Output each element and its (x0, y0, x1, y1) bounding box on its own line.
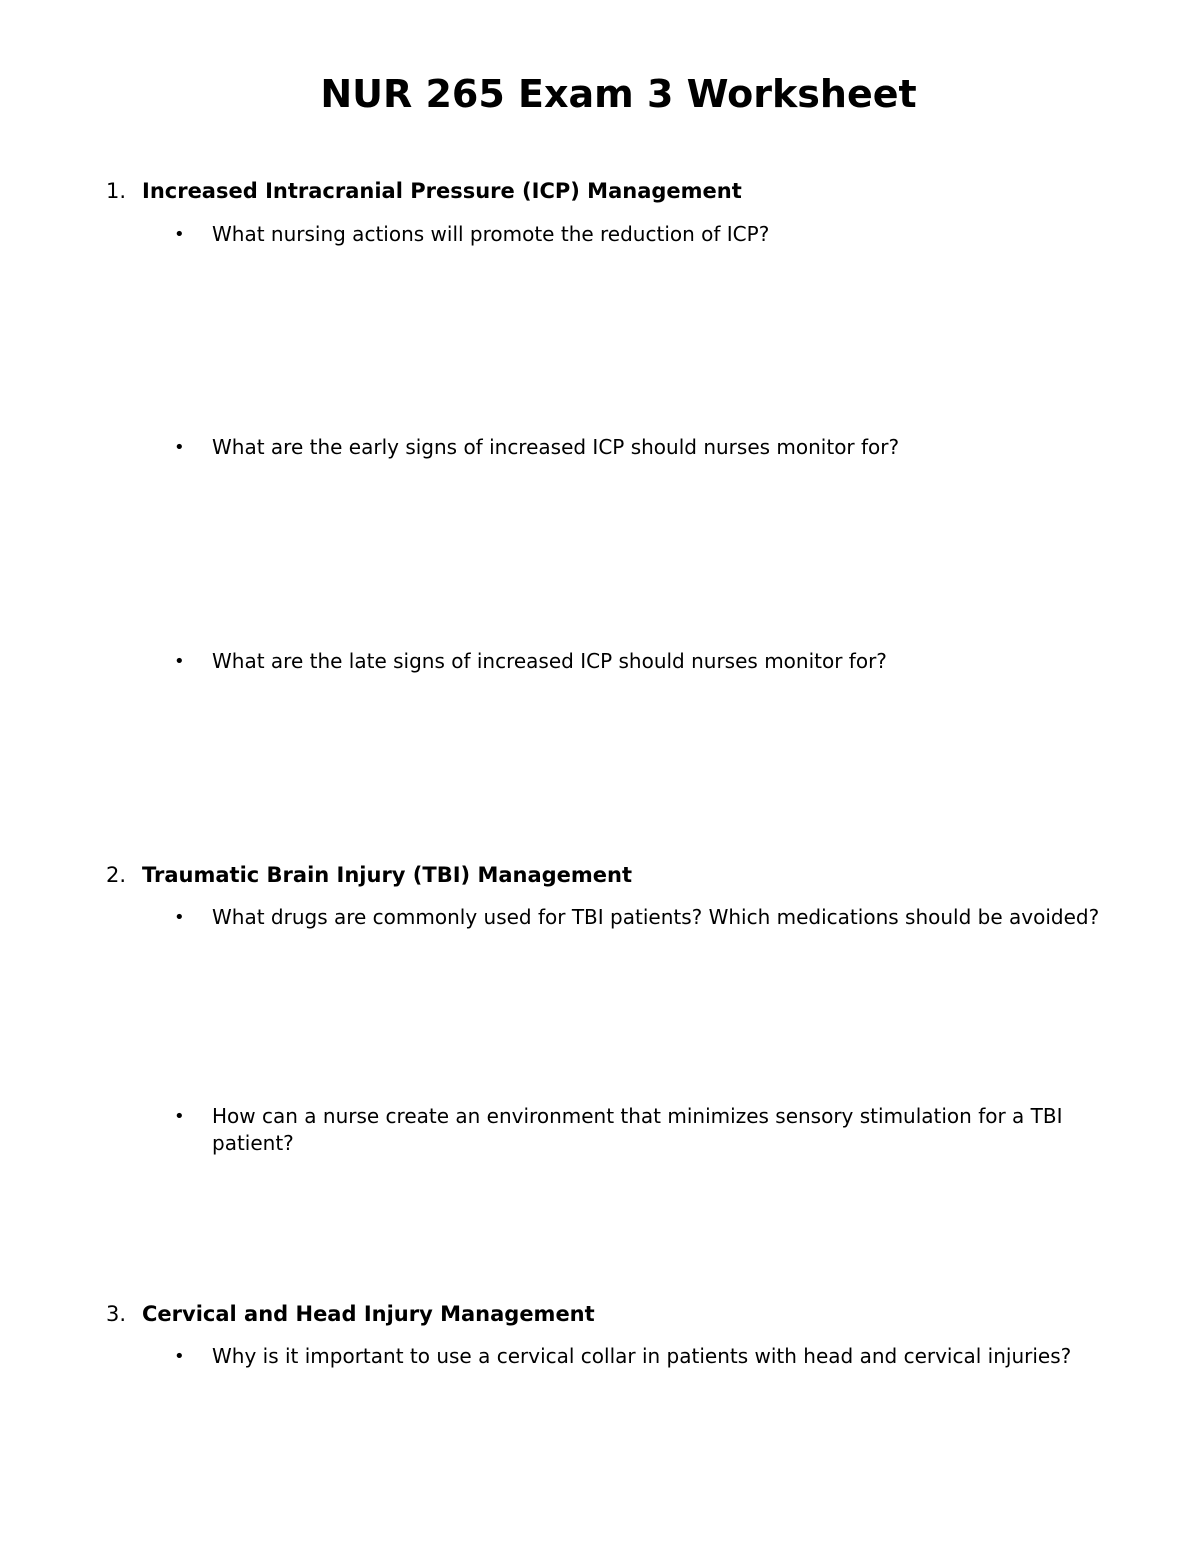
page-title: NUR 265 Exam 3 Worksheet (320, 72, 917, 116)
question-text: What drugs are commonly used for TBI patients? Which medications should be avoided? (212, 905, 1100, 929)
question-item (174, 648, 1144, 675)
bullet-icon: • (174, 224, 185, 245)
section-heading-1 (106, 177, 742, 205)
bullet-icon: • (174, 1106, 185, 1127)
question-item (174, 1343, 1144, 1370)
section-heading-2 (106, 861, 632, 889)
bullet-icon: • (174, 651, 185, 672)
section-number: 3. (106, 1302, 127, 1326)
section-number: 1. (106, 179, 127, 203)
question-item (174, 221, 1144, 248)
question-item (174, 904, 1144, 931)
bullet-icon: • (174, 437, 185, 458)
question-text: What nursing actions will promote the reduction of ICP? (212, 222, 770, 246)
section-title: Cervical and Head Injury Management (142, 1302, 595, 1326)
section-title: Increased Intracranial Pressure (ICP) Management (142, 179, 742, 203)
question-text: Why is it important to use a cervical collar in patients with head and cervical injuries? (212, 1344, 1072, 1368)
question-item (174, 434, 1144, 461)
section-number: 2. (106, 863, 127, 887)
question-text: What are the late signs of increased ICP should nurses monitor for? (212, 649, 887, 673)
question-item (174, 1103, 1144, 1157)
section-heading-3 (106, 1300, 595, 1328)
bullet-icon: • (174, 1346, 185, 1367)
question-text: What are the early signs of increased ICP should nurses monitor for? (212, 435, 900, 459)
question-text: How can a nurse create an environment that minimizes sensory stimulation for a TBI patient? (212, 1104, 1063, 1155)
section-title: Traumatic Brain Injury (TBI) Management (142, 863, 633, 887)
bullet-icon: • (174, 907, 185, 928)
